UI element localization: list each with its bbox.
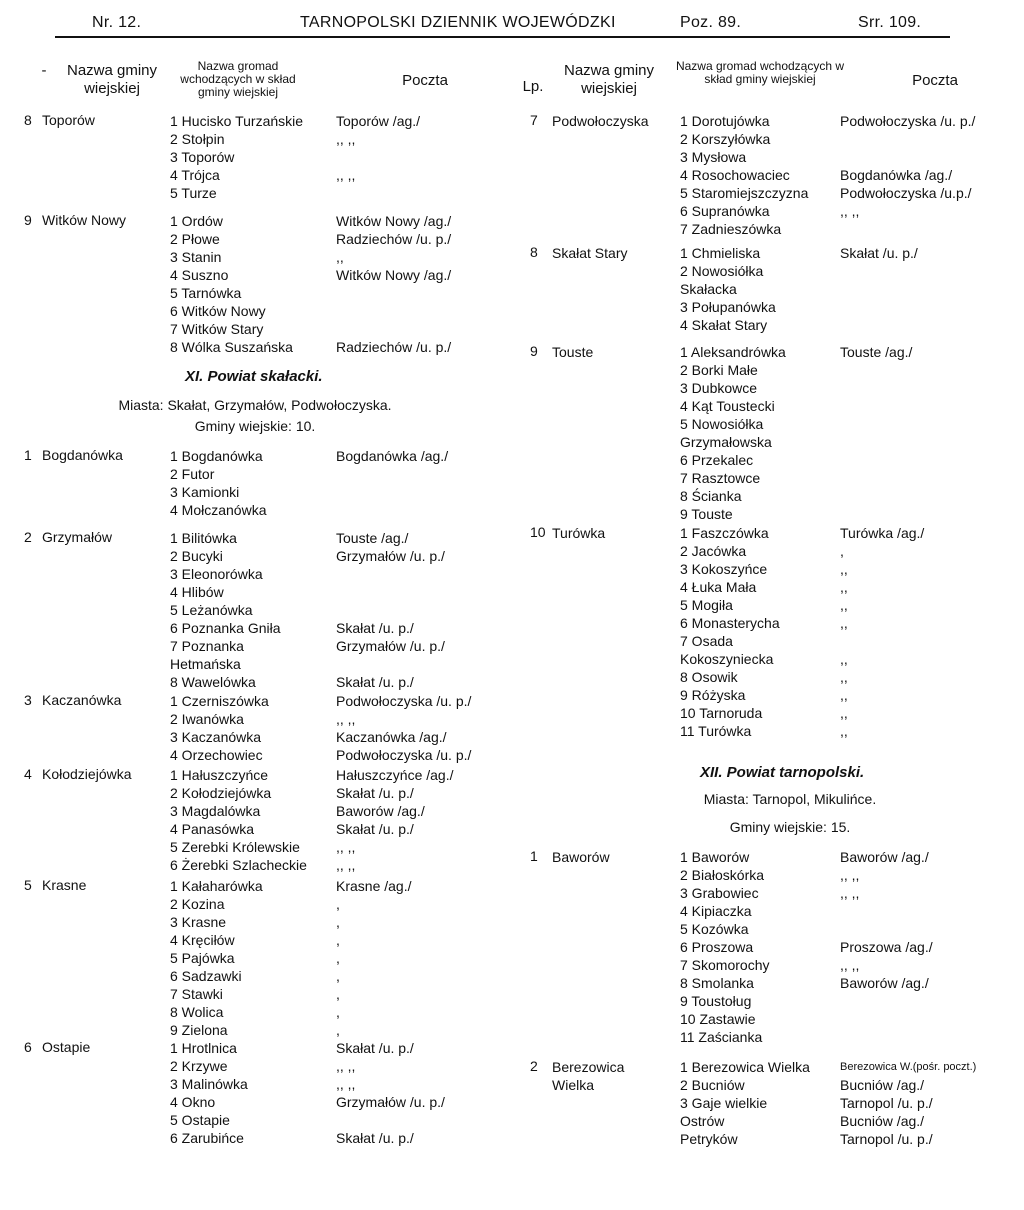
gromada-name: 5 Leżanówka	[170, 602, 253, 618]
gmina-lp: 8	[530, 244, 538, 260]
poczta-value: Grzymałów /u. p./	[336, 548, 445, 564]
left-gromady-header: Nazwa gromad wchodzących w skład gminy wiejskiej	[180, 59, 296, 99]
poczta-value: Touste /ag./	[336, 530, 409, 546]
poczta-value: Skałat /u. p./	[336, 821, 414, 837]
poczta-value: Witków Nowy /ag./	[336, 213, 452, 229]
gromada-name: 1 Berezowica Wielka	[680, 1059, 810, 1075]
gmina-name: Bogdanówka	[42, 447, 123, 463]
poczta-value: Skałat /u. p./	[336, 1130, 414, 1146]
poczta-value: ,, ,,	[336, 711, 356, 727]
gromada-name: 7 Skomorochy	[680, 957, 770, 973]
gromada-name: 5 Staromiejszczyzna	[680, 185, 809, 201]
poczta-value: Podwołoczyska /u. p./	[336, 693, 472, 709]
gmina-lp: 3	[24, 692, 32, 708]
gmina-lp: 1	[530, 848, 538, 864]
gromada-name: 4 Łuka Mała	[680, 579, 757, 595]
poczta-value: Bucniów /ag./	[840, 1113, 925, 1129]
gromada-name: 6 Poznanka Gniła	[170, 620, 281, 636]
gromada-name: 6 Supranówka	[680, 203, 770, 219]
poczta-value: Grzymałów /u. p./	[336, 1094, 445, 1110]
gromada-name: 1 Bilitówka	[170, 530, 237, 546]
gmina-name: Kołodziejówka	[42, 766, 132, 782]
gmina-lp: 7	[530, 112, 538, 128]
gromada-name: 7 Rasztowce	[680, 470, 761, 486]
section-xii-gminy: Gminy wiejskie: 15.	[729, 819, 851, 835]
gromada-name: 3 Toporów	[170, 149, 235, 165]
gromada-name: 1 Baworów	[680, 849, 750, 865]
poczta-value: Grzymałów /u. p./	[336, 638, 445, 654]
gromada-name: Skałacka	[680, 281, 737, 297]
poczta-value: ,	[336, 914, 340, 930]
gromada-name: 3 Krasne	[170, 914, 227, 930]
gromada-name: 4 Orzechowiec	[170, 747, 263, 763]
gmina-name: Toporów	[42, 112, 95, 128]
gmina-lp: 9	[24, 212, 32, 228]
poczta-value: ,,	[840, 615, 848, 631]
poczta-value: Turówka /ag./	[840, 525, 925, 541]
poczta-value: Tarnopol /u. p./	[840, 1131, 933, 1147]
gromada-name: 7 Poznanka	[170, 638, 244, 654]
header-rule	[55, 36, 950, 38]
gromada-name: 11 Turówka	[680, 723, 752, 739]
poczta-value: Baworów /ag./	[840, 975, 929, 991]
gromada-name: 1 Ordów	[170, 213, 223, 229]
journal-title: TARNOPOLSKI DZIENNIK WOJEWÓDZKI	[300, 14, 616, 31]
poczta-value: ,,	[336, 249, 344, 265]
poczta-value: ,	[336, 1022, 340, 1038]
gromada-name: 1 Hrotlnica	[170, 1040, 237, 1056]
poczta-value: ,, ,,	[840, 203, 860, 219]
poczta-value: ,, ,,	[336, 1076, 356, 1092]
gromada-name: 2 Bucyki	[170, 548, 223, 564]
poczta-value: ,, ,,	[840, 885, 860, 901]
poczta-value: ,,	[840, 669, 848, 685]
gmina-name: Krasne	[42, 877, 87, 893]
poczta-value: ,	[840, 543, 844, 559]
poczta-value: ,,	[840, 705, 848, 721]
gromada-name: Petryków	[680, 1131, 738, 1147]
gmina-name: Berezowica Wielka	[552, 1059, 625, 1093]
gromada-name: 8 Wawelówka	[170, 674, 256, 690]
gromada-name: 3 Gaje wielkie	[680, 1095, 768, 1111]
gromada-name: 2 Białoskórka	[680, 867, 765, 883]
gromada-name: 4 Kąt Toustecki	[680, 398, 775, 414]
gmina-name: Baworów	[552, 849, 610, 865]
issue-number: Nr. 12.	[92, 14, 142, 31]
gromada-name: 3 Mysłowa	[680, 149, 747, 165]
poczta-value: Skałat /u. p./	[336, 620, 414, 636]
gmina-lp: 5	[24, 877, 32, 893]
gromada-name: 6 Monasterycha	[680, 615, 780, 631]
section-xii-miasta: Miasta: Tarnopol, Mikulińce.	[703, 791, 877, 807]
gromada-name: 1 Hałuszczyńce	[170, 767, 269, 783]
gromada-name: 6 Przekalec	[680, 452, 754, 468]
gromada-name: 5 Zerebki Królewskie	[170, 839, 300, 855]
poczta-value: Bogdanówka /ag./	[336, 448, 449, 464]
gromada-name: 9 Touste	[680, 506, 733, 522]
poczta-value: ,,	[840, 687, 848, 703]
gromada-name: Hetmańska	[170, 656, 241, 672]
poczta-value: Bogdanówka /ag./	[840, 167, 953, 183]
gromada-name: 6 Witków Nowy	[170, 303, 266, 319]
poczta-value: ,	[336, 950, 340, 966]
gromada-name: 5 Kozówka	[680, 921, 749, 937]
gmina-name: Turówka	[552, 525, 606, 541]
poczta-value: ,, ,,	[336, 857, 356, 873]
gromada-name: 2 Kołodziejówka	[170, 785, 272, 801]
poczta-value: Baworów /ag./	[840, 849, 929, 865]
gromada-name: 2 Iwanówka	[170, 711, 244, 727]
gromada-name: Kokoszyniecka	[680, 651, 774, 667]
gromada-name: 8 Wolica	[170, 1004, 224, 1020]
gromada-name: 7 Zadnieszówka	[680, 221, 782, 237]
gromada-name: 4 Kręciłów	[170, 932, 235, 948]
gromada-name: 3 Połupanówka	[680, 299, 776, 315]
gmina-lp: 2	[530, 1058, 538, 1074]
gmina-name: Ostapie	[42, 1039, 91, 1055]
gromada-name: 2 Nowosiółka	[680, 263, 764, 279]
poczta-value: Bucniów /ag./	[840, 1077, 925, 1093]
gromada-name: 6 Żerebki Szlacheckie	[170, 857, 307, 873]
gromada-name: 4 Suszno	[170, 267, 229, 283]
poczta-value: Podwołoczyska /u. p./	[840, 113, 976, 129]
poczta-value: Skałat /u. p./	[840, 245, 918, 261]
gmina-lp: 9	[530, 343, 538, 359]
right-poczta-header: Poczta	[912, 72, 958, 89]
gromada-name: 11 Zaścianka	[680, 1029, 763, 1045]
gromada-name: 1 Aleksandrówka	[680, 344, 786, 360]
gromada-name: 8 Smolanka	[680, 975, 754, 991]
gromada-name: 2 Stołpin	[170, 131, 225, 147]
gmina-name: Podwołoczyska	[552, 113, 649, 129]
gromada-name: Grzymałowska	[680, 434, 772, 450]
gromada-name: 4 Skałat Stary	[680, 317, 768, 333]
poczta-value: Witków Nowy /ag./	[336, 267, 452, 283]
poczta-value: ,	[336, 896, 340, 912]
gromada-name: 3 Kaczanówka	[170, 729, 262, 745]
gmina-name: Grzymałów	[42, 529, 113, 545]
gromada-name: 3 Kokoszyńce	[680, 561, 768, 577]
gmina-lp: 6	[24, 1039, 32, 1055]
gromada-name: 6 Zarubińce	[170, 1130, 244, 1146]
gmina-name: Kaczanówka	[42, 692, 122, 708]
gromada-name: 5 Ostapie	[170, 1112, 230, 1128]
gromada-name: 4 Mołczanówka	[170, 502, 267, 518]
gromada-name: 2 Bucniów	[680, 1077, 745, 1093]
gmina-lp: 4	[24, 766, 32, 782]
gromada-name: 8 Osowik	[680, 669, 738, 685]
gromada-name: 1 Bogdanówka	[170, 448, 263, 464]
poczta-value: ,,	[840, 579, 848, 595]
poczta-value: ,, ,,	[840, 867, 860, 883]
gromada-name: Ostrów	[680, 1113, 725, 1129]
poczta-value: Radziechów /u. p./	[336, 339, 452, 355]
section-xi-miasta: Miasta: Skałat, Grzymałów, Podwołoczyska.	[118, 397, 392, 413]
gromada-name: 5 Mogiła	[680, 597, 733, 613]
gromada-name: 1 Kałaharówka	[170, 878, 263, 894]
gromada-name: 6 Sadzawki	[170, 968, 242, 984]
gromada-name: 9 Różyska	[680, 687, 746, 703]
gromada-name: 9 Zielona	[170, 1022, 228, 1038]
gromada-name: 8 Wólka Suszańska	[170, 339, 293, 355]
poczta-value: Podwołoczyska /u.p./	[840, 185, 972, 201]
gromada-name: 1 Hucisko Turzańskie	[170, 113, 304, 129]
poczta-value: ,,	[840, 561, 848, 577]
poczta-value: Krasne /ag./	[336, 878, 412, 894]
right-gmina-header: Nazwa gminy wiejskiej	[563, 62, 655, 97]
gmina-lp: 1	[24, 447, 32, 463]
page-number: Srr. 109.	[858, 14, 922, 31]
gromada-name: 5 Nowosiółka	[680, 416, 764, 432]
gromada-name: 4 Panasówka	[170, 821, 255, 837]
section-title-xi: XI. Powiat skałacki.	[185, 368, 323, 385]
gromada-name: 6 Proszowa	[680, 939, 754, 955]
gromada-name: 4 Rosochowaciec	[680, 167, 790, 183]
gromada-name: 5 Pajówka	[170, 950, 235, 966]
poczta-value: Tarnopol /u. p./	[840, 1095, 933, 1111]
poczta-value: Skałat /u. p./	[336, 785, 414, 801]
gromada-name: 4 Kipiaczka	[680, 903, 752, 919]
position-number: Poz. 89.	[680, 14, 742, 31]
poczta-value: Baworów /ag./	[336, 803, 425, 819]
gromada-name: 2 Płowe	[170, 231, 220, 247]
right-gromady-header: Nazwa gromad wchodzących w skład gminy wiejskiej	[675, 59, 845, 86]
poczta-value: ,, ,,	[336, 1058, 356, 1074]
gromada-name: 1 Faszczówka	[680, 525, 769, 541]
gromada-name: 4 Hlibów	[170, 584, 224, 600]
poczta-value: ,, ,,	[840, 957, 860, 973]
poczta-value: ,	[336, 1004, 340, 1020]
poczta-value: ,,	[840, 597, 848, 613]
gromada-name: 2 Futor	[170, 466, 215, 482]
gromada-name: 4 Trójca	[170, 167, 220, 183]
poczta-value: ,,	[840, 723, 848, 739]
poczta-value: ,	[336, 932, 340, 948]
poczta-value: ,, ,,	[336, 131, 356, 147]
poczta-value: ,, ,,	[336, 167, 356, 183]
gromada-name: 3 Eleonorówka	[170, 566, 263, 582]
poczta-value: Touste /ag./	[840, 344, 913, 360]
gromada-name: 2 Kozina	[170, 896, 225, 912]
poczta-value: Toporów /ag./	[336, 113, 421, 129]
gmina-name: Witków Nowy	[42, 212, 127, 228]
gromada-name: 5 Turze	[170, 185, 217, 201]
poczta-value: Hałuszczyńce /ag./	[336, 767, 454, 783]
poczta-value: Berezowica W.(pośr. poczt.)	[840, 1061, 977, 1073]
left-poczta-header: Poczta	[402, 72, 448, 89]
poczta-value: ,	[336, 986, 340, 1002]
poczta-value: Radziechów /u. p./	[336, 231, 452, 247]
right-lp-header: Lp.	[522, 78, 544, 95]
gmina-name: Skałat Stary	[552, 245, 628, 261]
poczta-value: Kaczanówka /ag./	[336, 729, 447, 745]
gmina-name: Touste	[552, 344, 594, 360]
gromada-name: 3 Dubkowce	[680, 380, 758, 396]
gmina-lp: 8	[24, 112, 32, 128]
gromada-name: 1 Chmieliska	[680, 245, 761, 261]
gromada-name: 2 Krzywe	[170, 1058, 228, 1074]
gromada-name: 9 Toustoług	[680, 993, 752, 1009]
poczta-value: Skałat /u. p./	[336, 674, 414, 690]
gromada-name: 3 Magdalówka	[170, 803, 261, 819]
poczta-value: ,, ,,	[336, 839, 356, 855]
poczta-value: ,,	[840, 651, 848, 667]
gromada-name: 2 Jacówka	[680, 543, 747, 559]
gromada-name: 7 Witków Stary	[170, 321, 264, 337]
section-xi-gminy: Gminy wiejskie: 10.	[194, 418, 316, 434]
left-gmina-header: Nazwa gminy wiejskiej	[66, 62, 158, 97]
gromada-name: 2 Korszyłówka	[680, 131, 771, 147]
gromada-name: 10 Zastawie	[680, 1011, 756, 1027]
page-header	[0, 8, 1024, 38]
poczta-value: Podwołoczyska /u. p./	[336, 747, 472, 763]
gromada-name: 8 Ścianka	[680, 488, 742, 504]
gmina-lp: 2	[24, 529, 32, 545]
gromada-name: 3 Malinówka	[170, 1076, 248, 1092]
gromada-name: 3 Kamionki	[170, 484, 240, 500]
gromada-name: 2 Borki Małe	[680, 362, 758, 378]
gromada-name: 5 Tarnówka	[170, 285, 242, 301]
section-title-xii: XII. Powiat tarnopolski.	[700, 764, 865, 781]
poczta-value: Proszowa /ag./	[840, 939, 933, 955]
gromada-name: 10 Tarnoruda	[680, 705, 763, 721]
gromada-name: 3 Stanin	[170, 249, 222, 265]
left-lp-header: -	[41, 62, 47, 79]
gromada-name: 1 Dorotujówka	[680, 113, 770, 129]
gromada-name: 7 Stawki	[170, 986, 223, 1002]
gromada-name: 7 Osada	[680, 633, 733, 649]
poczta-value: Skałat /u. p./	[336, 1040, 414, 1056]
poczta-value: ,	[336, 968, 340, 984]
gmina-lp: 10	[530, 524, 546, 540]
gromada-name: 1 Czerniszówka	[170, 693, 269, 709]
gromada-name: 4 Okno	[170, 1094, 216, 1110]
gromada-name: 3 Grabowiec	[680, 885, 759, 901]
